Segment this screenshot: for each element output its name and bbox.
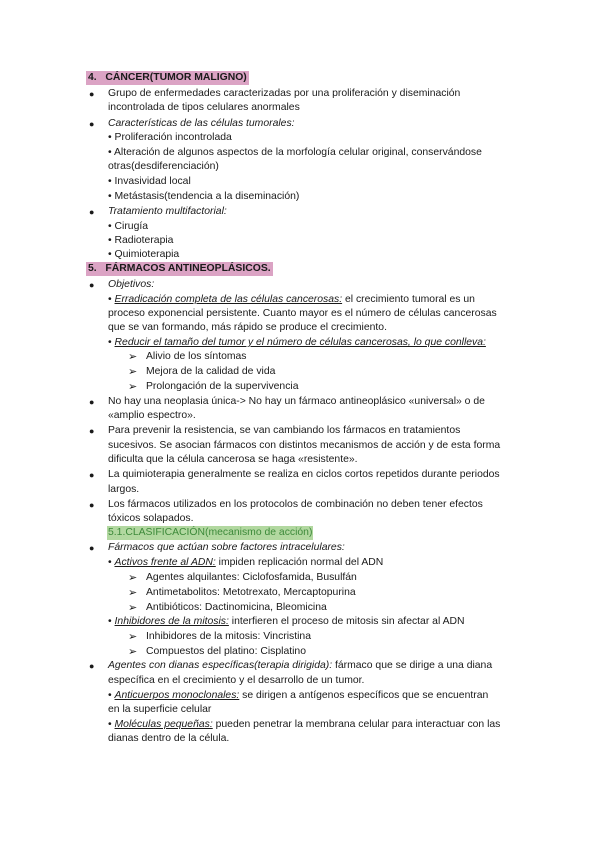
objective-1-line-2: proceso exponencial persistente. Cuanto mayor es el número de células cancerosas — [108, 308, 497, 319]
arrow-bullet: ➢ — [128, 587, 138, 599]
targeted-agents-rest: fármaco que se dirige a una diana — [332, 660, 493, 671]
objective-2-bullet: • — [108, 337, 112, 348]
section-5-number: 5. — [88, 263, 97, 274]
small-molecules-bullet: • — [108, 719, 112, 730]
antibodies-bullet: • — [108, 690, 112, 701]
section-4-heading — [86, 71, 249, 85]
paragraph-1-line-2: «amplio espectro». — [108, 410, 196, 421]
definition-line-1: Grupo de enfermedades caracterizadas por una proliferación y diseminación — [108, 88, 461, 99]
paragraph-1-line-1: No hay una neoplasia única-> No hay un fármaco antineoplásico «universal» o de — [108, 396, 485, 407]
bullet: ● — [89, 397, 95, 407]
characteristic-item: • Metástasis(tendencia a la diseminación) — [108, 191, 300, 202]
paragraph-2-line-2: sucesivos. Se asocian fármacos con distintos mecanismos de acción y de esta forma — [108, 440, 501, 451]
antibodies-rest: se dirigen a antígenos específicos que se encuentran — [239, 690, 489, 701]
arrow-bullet: ➢ — [128, 646, 138, 658]
arrow-bullet: ➢ — [128, 602, 138, 614]
dna-active-bullet: • — [108, 557, 112, 568]
objective-1-line-3: que se van formando, más rápido se produce el crecimiento. — [108, 322, 387, 333]
targeted-agents-line-1 — [108, 659, 492, 673]
antibodies-line-2: en la superficie celular — [108, 704, 212, 715]
mitosis-item — [108, 615, 465, 629]
bullet: ● — [89, 543, 95, 553]
objectives-title: Objetivos: — [108, 279, 155, 290]
bullet: ● — [89, 89, 95, 99]
objective-2-item: Prolongación de la supervivencia — [146, 381, 299, 392]
arrow-bullet: ➢ — [128, 351, 138, 363]
objective-2-item: Mejora de la calidad de vida — [146, 366, 276, 377]
characteristic-item: • Proliferación incontrolada — [108, 132, 232, 143]
bullet: ● — [89, 470, 95, 480]
subsection-5-1-heading: 5.1.CLASIFICACIÓN(mecanismo de acción) — [108, 527, 313, 538]
small-molecules-line-2: dianas dentro de la célula. — [108, 733, 230, 744]
dna-active-item — [108, 556, 383, 570]
arrow-bullet: ➢ — [128, 381, 138, 393]
dna-active-subitem: Agentes alquilantes: Ciclofosfamida, Busulfán — [146, 572, 357, 583]
small-molecules-key: Moléculas pequeñas: — [114, 719, 213, 730]
section-5-heading — [86, 262, 273, 276]
objective-1-rest: el crecimiento tumoral es un — [342, 294, 475, 305]
mitosis-bullet: • — [108, 616, 112, 627]
dna-active-key: Activos frente al ADN: — [114, 557, 216, 568]
mitosis-subitem: Compuestos del platino: Cisplatino — [146, 646, 306, 657]
characteristic-item: • Invasividad local — [108, 176, 191, 187]
paragraph-3-line-2: largos. — [108, 484, 140, 495]
treatment-item: • Radioterapia — [108, 235, 174, 246]
characteristic-item-cont: otras(desdiferenciación) — [108, 161, 219, 172]
small-molecules-item — [108, 718, 500, 732]
objective-2-key: Reducir el tamaño del tumor y el número de células cancerosas, lo que conlleva: — [114, 337, 486, 348]
mitosis-key: Inhibidores de la mitosis: — [114, 616, 229, 627]
characteristics-title: Características de las células tumorales: — [108, 118, 295, 129]
arrow-bullet: ➢ — [128, 366, 138, 378]
paragraph-2-line-3: dificulta que la célula cancerosa se haga «resistente». — [108, 454, 358, 465]
objective-1-key: Erradicación completa de las células cancerosas: — [114, 294, 343, 305]
intracellular-title: Fármacos que actúan sobre factores intracelulares: — [108, 542, 345, 553]
dna-active-subitem: Antimetabolitos: Metotrexato, Mercaptopurina — [146, 587, 356, 598]
bullet: ● — [89, 426, 95, 436]
dna-active-rest: impiden replicación normal del ADN — [215, 557, 384, 568]
bullet: ● — [89, 119, 95, 129]
objective-1 — [108, 293, 475, 307]
treatment-title: Tratamiento multifactorial: — [108, 206, 227, 217]
definition-line-2: incontrolada de tipos celulares anormales — [108, 102, 300, 113]
section-4-number: 4. — [88, 72, 97, 83]
mitosis-subitem: Inhibidores de la mitosis: Vincristina — [146, 631, 311, 642]
objective-2 — [108, 336, 486, 350]
paragraph-4-line-1: Los fármacos utilizados en los protocolos de combinación no deben tener efectos — [108, 499, 483, 510]
paragraph-4-line-2: tóxicos solapados. — [108, 513, 194, 524]
dna-active-subitem: Antibióticos: Dactinomicina, Bleomicina — [146, 602, 327, 613]
section-4-title: CÁNCER(TUMOR MALIGNO) — [105, 72, 247, 83]
antibodies-key: Anticuerpos monoclonales: — [114, 690, 240, 701]
bullet: ● — [89, 500, 95, 510]
arrow-bullet: ➢ — [128, 631, 138, 643]
bullet: ● — [89, 661, 95, 671]
paragraph-3-line-1: La quimioterapia generalmente se realiza en ciclos cortos repetidos durante periodos — [108, 469, 500, 480]
objective-1-bullet: • — [108, 294, 112, 305]
characteristic-item: • Alteración de algunos aspectos de la morfología celular original, conservándose — [108, 147, 482, 158]
bullet: ● — [89, 280, 95, 290]
objective-2-item: Alivio de los síntomas — [146, 351, 247, 362]
arrow-bullet: ➢ — [128, 572, 138, 584]
treatment-item: • Quimioterapia — [108, 249, 180, 260]
bullet: ● — [89, 207, 95, 217]
targeted-agents-line-2: específica en el crecimiento y el desarrollo de un tumor. — [108, 675, 365, 686]
mitosis-rest: interfieren el proceso de mitosis sin afectar al ADN — [228, 616, 465, 627]
paragraph-2-line-1: Para prevenir la resistencia, se van cambiando los fármacos en tratamientos — [108, 425, 461, 436]
targeted-agents-key: Agentes con dianas específicas(terapia dirigida): — [108, 660, 333, 671]
antibodies-item — [108, 689, 488, 703]
small-molecules-rest: pueden penetrar la membrana celular para interactuar con las — [212, 719, 501, 730]
section-5-title: FÁRMACOS ANTINEOPLÁSICOS. — [105, 263, 271, 274]
treatment-item: • Cirugía — [108, 221, 149, 232]
